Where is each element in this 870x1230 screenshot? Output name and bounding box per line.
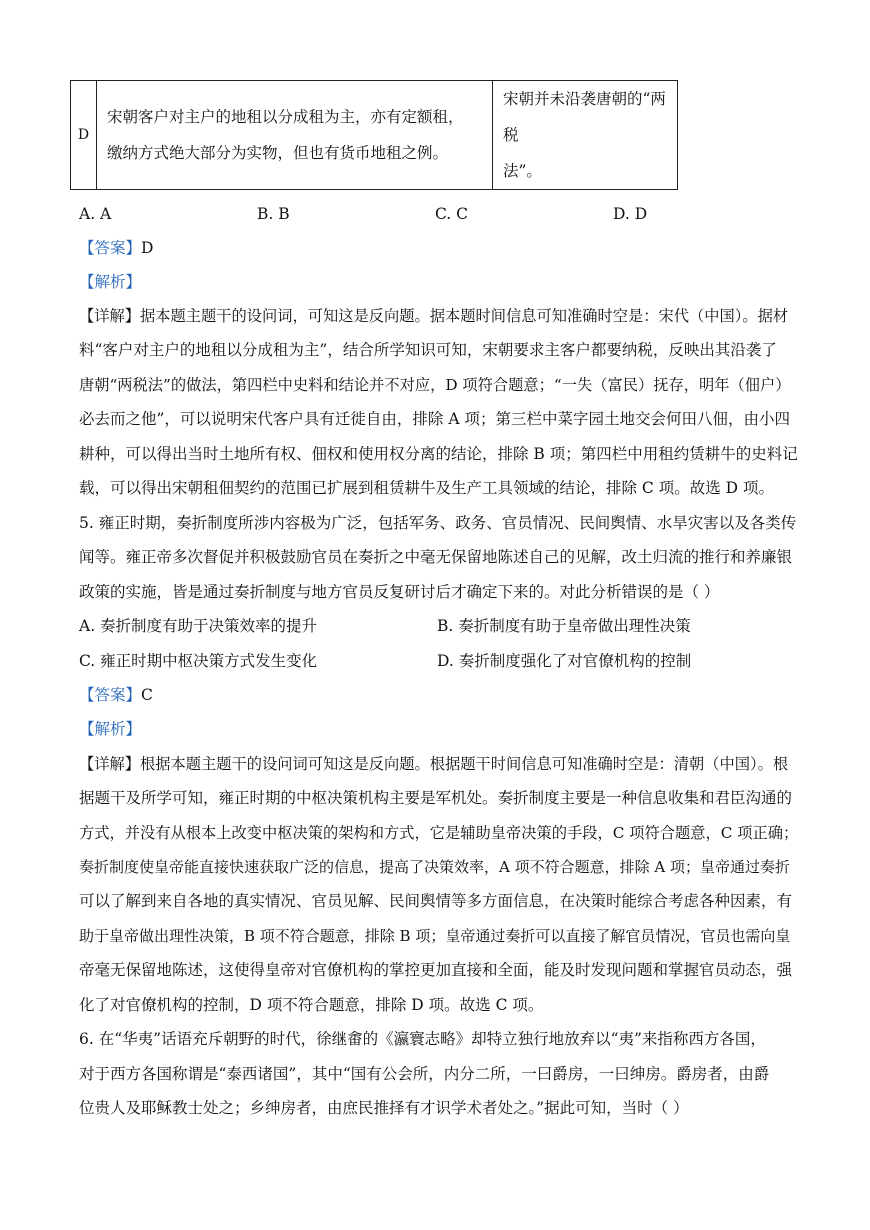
option-table (70, 80, 678, 190)
q4-detail-line: 载，可以得出宋朝租佃契约的范围已扩展到租赁耕牛及生产工具领域的结论，排除 C 项。故选 D 项。 (79, 479, 774, 497)
q6-stem-line: 位贵人及耶稣教士处之；乡绅房者，由庶民推择有才识学术者处之。”据此可知，当时（ ） (79, 1099, 689, 1117)
q5-detail-line: 帝毫无保留地陈述，这使得皇帝对官僚机构的掌控更加直接和全面，能及时发现问题和掌握官员动态，强 (79, 961, 793, 979)
row-letter: D (71, 81, 97, 190)
q5-choice-a[interactable]: A. 奏折制度有助于决策效率的提升 (79, 617, 318, 635)
q4-choices (79, 202, 799, 226)
q5-stem-line: 5. 雍正时期，奏折制度所涉内容极为广泛，包括军务、政务、官员情况、民间舆情、水旱灾害以及各类传 (79, 514, 797, 532)
answer-tag: 【答案】 (79, 239, 142, 257)
q4-detail-line: 耕种，可以得出当时土地所有权、佃权和使用权分离的结论，排除 B 项；第四栏中用租约赁耕牛的史料记 (79, 445, 798, 463)
material-line: 宋朝客户对主户的地租以分成租为主，亦有定额租， (107, 108, 464, 126)
q5-detail-line: 可以了解到来自各地的真实情况、官员见解、民间舆情等多方面信息，在决策时能综合考虑各种因素，有 (79, 892, 793, 910)
q5-detail-line: 【详解】根据本题主题干的设问词可知这是反向题。根据题干时间信息可知准确时空是：清朝（中国）。根 (79, 755, 789, 773)
material-line: 缴纳方式绝大部分为实物，但也有货币地租之例。 (107, 144, 449, 162)
q5-choice-c[interactable]: C. 雍正时期中枢决策方式发生变化 (79, 652, 318, 670)
q5-detail-line: 化了对官僚机构的控制，D 项不符合题意，排除 D 项。故选 C 项。 (79, 996, 544, 1014)
q4-detail-line: 唐朝“两税法”的做法，第四栏中史料和结论并不对应，D 项符合题意；“一失（富民）抚存，明年（佃户） (79, 376, 791, 394)
q5-detail-line: 据题干及所学可知，雍正时期的中枢决策机构主要是军机处。奏折制度主要是一种信息收集和君臣沟通的 (79, 789, 793, 807)
q4-analysis-tag: 【解析】 (79, 273, 142, 291)
q6-stem-line: 对于西方各国称谓是“泰西诸国”，其中“国有公会所，内分二所，一曰爵房，一曰绅房。爵房者，由爵 (79, 1065, 770, 1083)
conclusion-line: 法”。 (503, 162, 542, 180)
q5-choice-b[interactable]: B. 奏折制度有助于皇帝做出理性决策 (437, 617, 691, 635)
table-row (71, 81, 678, 190)
q6-stem-line: 6. 在“华夷”话语充斥朝野的时代，徐继畬的《瀛寰志略》却特立独行地放弃以“夷”来指称西方各国， (79, 1030, 766, 1048)
q5-analysis-tag: 【解析】 (79, 720, 142, 738)
q5-stem-line: 闻等。雍正帝多次督促并积极鼓励官员在奏折之中毫无保留地陈述自己的见解，改土归流的推行和养廉银 (79, 548, 793, 566)
conclusion-line: 宋朝并未沿袭唐朝的“两税 (503, 90, 666, 144)
q5-choice-d[interactable]: D. 奏折制度强化了对官僚机构的控制 (437, 652, 692, 670)
q5-detail-line: 奏折制度使皇帝能直接快速获取广泛的信息，提高了决策效率，A 项不符合题意，排除 A 项；皇帝通过奏折 (79, 858, 790, 876)
q4-detail-line: 料“客户对主户的地租以分成租为主”，结合所学知识可知，宋朝要求主客户都要纳税，反映出其沿袭了 (79, 341, 777, 359)
q5-stem-line: 政策的实施，皆是通过奏折制度与地方官员反复研讨后才确定下来的。对此分析错误的是（ ） (79, 583, 720, 601)
q5-detail-line: 方式，并没有从根本上改变中枢决策的架构和方式，它是辅助皇帝决策的手段，C 项符合题意，C 项正确； (79, 824, 799, 842)
q4-choice-c[interactable]: C. C (435, 205, 469, 223)
answer-value: D (141, 239, 154, 257)
answer-value: C (141, 686, 153, 704)
q4-choice-a[interactable]: A. A (79, 205, 112, 223)
q4-choice-d[interactable]: D. D (613, 205, 648, 223)
answer-tag: 【答案】 (79, 686, 142, 704)
conclusion-cell (493, 81, 678, 190)
q4-answer (79, 236, 799, 260)
q5-answer (79, 683, 799, 707)
q5-detail-line: 助于皇帝做出理性决策，B 项不符合题意，排除 B 项；皇帝通过奏折可以直接了解官员情况，官员也需向皇 (79, 927, 791, 945)
q4-choice-b[interactable]: B. B (257, 205, 290, 223)
material-cell (97, 81, 493, 190)
q4-detail-line: 必去而之他”，可以说明宋代客户具有迁徙自由，排除 A 项；第三栏中菜字园土地交会何田八佃，由小四 (79, 410, 790, 428)
q4-detail-line: 【详解】据本题主题干的设问词，可知这是反向题。据本题时间信息可知准确时空是：宋代（中国）。据材 (79, 307, 789, 325)
